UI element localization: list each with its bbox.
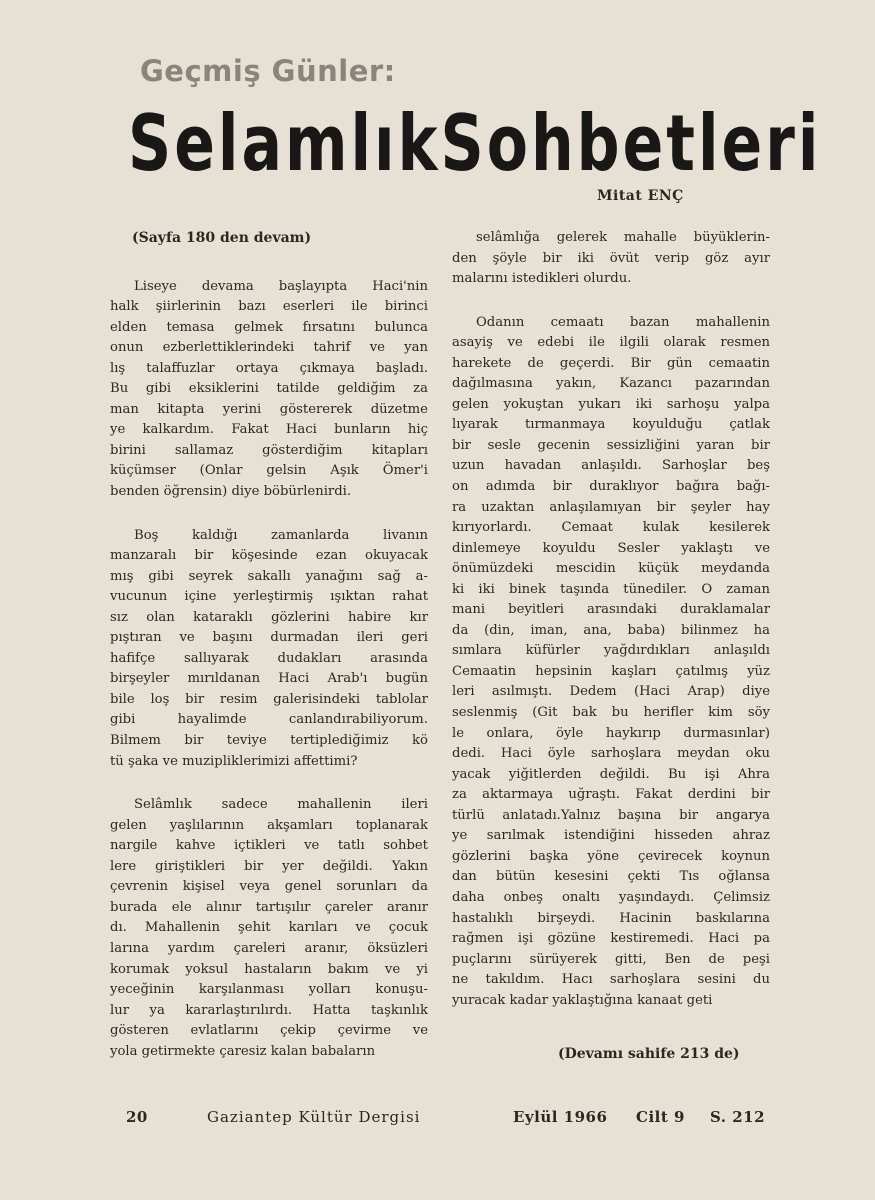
text-line: ye kalkardım. Fakat Haci bunların hiç [110, 422, 428, 438]
text-line: yeceğinin karşılanması yolları konuşu- [110, 982, 428, 998]
text-line: ra uzaktan anlaşılamıyan bir şeyler hay [452, 499, 770, 515]
text-line: harekete de geçerdi. Bir gün cemaatin [452, 355, 770, 371]
text-line: bir sesle gecenin sessizliğini yaran bir [452, 437, 770, 453]
text-line: on adımda bir duraklıyor bağıra bağı- [452, 479, 770, 495]
text-line: manzaralı bir köşesinde ezan okuyacak [110, 548, 428, 564]
text-line: bile loş bir resim galerisindeki tablolar [110, 691, 428, 707]
text-line: elden temasa gelmek fırsatını bulunca [110, 319, 428, 335]
text-line: le onlara, öyle haykırıp durmasınlar) [452, 725, 770, 741]
text-line: selâmlığa gelerek mahalle büyüklerin- [476, 230, 770, 245]
text-line: gösteren evlatlarını çekip çevirme ve [110, 1023, 428, 1039]
text-line: seslenmiş (Git bak bu herifler kim söy [452, 705, 770, 721]
text-line: ki iki binek taşında tünediler. O zaman [452, 581, 770, 597]
source-reference: (Sayfa 180 den devam) [132, 230, 312, 246]
text-line: puçlarını sürüyerek gitti, Ben de peşi [452, 951, 770, 967]
left-column [110, 228, 428, 1085]
text-line: Selâmlık sadece mahallenin ileri [134, 797, 428, 813]
text-line: hastalıklı birşeydi. Hacinin baskılarına [452, 910, 770, 926]
text-line: birini sallamaz gösterdiğim kitapları [110, 442, 428, 458]
text-line: sımlara küfürler yağdırdıkları anlaşıldı [452, 643, 770, 659]
text-line: Liseye devama başlayıpta Haci'nin [134, 278, 428, 294]
article-paragraph [110, 526, 428, 773]
text-line: benden öğrensin) diye böbürlenirdi. [110, 484, 352, 500]
text-line: gözlerini başka yöne çevirecek koynun [452, 848, 770, 864]
text-line: türlü anlatadı.Yalnız başına bir angarya [452, 807, 770, 823]
continuation-note: (Devamı sahife 213 de) [558, 1046, 740, 1062]
page-title [128, 98, 822, 190]
text-line: çevrenin kişisel veya genel sorunları da [110, 879, 428, 895]
text-line: birşeyler mırıldanan Haci Arab'ı bugün [110, 671, 428, 687]
text-line: vucunun içine yerleştirmiş ışıktan rahat [110, 589, 428, 605]
title-word-1: Selamlık [128, 98, 441, 190]
text-line: rağmen işi gözüne kestiremedi. Haci pa [452, 931, 770, 947]
text-line: onun ezberlettiklerindeki tahrif ve yan [110, 340, 428, 356]
footer-date: Eylül 1966 [513, 1108, 608, 1126]
text-line: gibi hayalimde canlandırabiliyorum. [110, 712, 428, 728]
text-line: da (din, iman, ana, baba) bilinmez ha [452, 622, 770, 638]
text-line: küçümser (Onlar gelsin Aşık Ömer'i [110, 463, 428, 479]
text-line: dan bütün kesesini çekti Tıs oğlansa [452, 869, 770, 885]
text-line: yuracak kadar yaklaştığına kanaat geti [452, 992, 713, 1008]
text-line: lur ya kararlaştırılırdı. Hatta taşkınlık [110, 1002, 428, 1018]
article-paragraph [452, 228, 770, 290]
author-name: Mitat ENÇ [597, 188, 684, 204]
text-line: lere giriştikleri bir yer değildi. Yakın [110, 858, 428, 874]
title-word-2: Sohbetleri [440, 98, 822, 190]
text-line: burada ele alınır tartışılır çareler aranır [110, 899, 428, 915]
text-line: dedi. Haci öyle sarhoşlara meydan oku [452, 746, 770, 762]
article-paragraph [110, 795, 428, 1062]
text-line: dı. Mahallenin şehit karıları ve çocuk [110, 920, 428, 936]
text-line: dağılmasına yakın, Kazancı pazarından [452, 376, 770, 392]
text-line: Bu gibi eksiklerini tatilde geldiğim za [110, 381, 428, 397]
text-line: gelen yokuştan yukarı iki sarhoşu yalpa [452, 396, 770, 412]
article-paragraph [452, 313, 770, 1012]
text-line: yola getirmekte çaresiz kalan babaların [110, 1043, 376, 1059]
text-line: asayiş ve edebi ile ilgili olarak resmen [452, 335, 770, 351]
text-line: mış gibi seyrek sakallı yanağını sağ a- [110, 568, 428, 584]
text-line: nargile kahve içtikleri ve tatlı sohbet [110, 838, 428, 854]
text-line: kırıyorlardı. Cemaat kulak kesilerek [452, 520, 770, 536]
text-line: tü şaka ve muzipliklerimizi affettimi? [110, 753, 358, 769]
text-line: mani beyitleri arasındaki duraklamalar [452, 602, 770, 618]
text-line: sız olan kataraklı gözlerini habire kır [110, 609, 428, 625]
text-line: den şöyle bir iki övüt verip göz ayır [452, 250, 770, 266]
text-line: malarını istedikleri olurdu. [452, 271, 632, 287]
text-line: ye sarılmak istendiğini hisseden ahraz [452, 828, 770, 844]
text-line: pıştıran ve başını durmadan ileri geri [110, 630, 428, 646]
footer-volume: Cilt 9 [636, 1108, 685, 1126]
page-kicker: Geçmiş Günler: [140, 54, 396, 88]
text-line: lış talaffuzlar ortaya çıkmaya başladı. [110, 360, 428, 376]
text-line: gelen yaşlılarının akşamları toplanarak [110, 817, 428, 833]
footer-page-number: 20 [126, 1108, 148, 1126]
text-line: yacak yiğitlerden değildi. Bu işi Ahra [452, 766, 770, 782]
text-line: Odanın cemaatı bazan mahallenin [476, 314, 770, 330]
text-line: dinlemeye koyuldu Sesler yaklaştı ve [452, 540, 770, 556]
text-line: önümüzdeki mescidin küçük meydanda [452, 561, 770, 577]
right-column [452, 228, 770, 1034]
footer-issue: S. 212 [710, 1108, 766, 1126]
text-line: za aktarmaya uğraştı. Fakat derdini bir [452, 787, 770, 803]
text-line: korumak yoksul hastaların bakım ve yi [110, 961, 428, 977]
text-line: lıyarak tırmanmaya koyulduğu çatlak [452, 417, 770, 433]
text-line: Cemaatin hepsinin kaşları çatılmış yüz [452, 663, 770, 679]
text-line: Boş kaldığı zamanlarda livanın [134, 527, 428, 543]
text-line: halk şiirlerinin bazı eserleri ile birinci [110, 299, 428, 315]
text-line: ne takıldım. Hacı sarhoşlara sesini du [452, 972, 770, 988]
text-line: larına yardım çareleri aranır, öksüzleri [110, 940, 428, 956]
text-line: Bilmem bir teviye tertiplediğimiz kö [110, 733, 428, 749]
footer-magazine-name: Gaziantep Kültür Dergisi [207, 1108, 421, 1126]
text-line: uzun havadan anlaşıldı. Sarhoşlar beş [452, 458, 770, 474]
text-line: man kitapta yerini göstererek düzetme [110, 401, 428, 417]
text-line: leri asılmıştı. Dedem (Haci Arap) diye [452, 684, 770, 700]
text-line: daha onbeş onaltı yaşındaydı. Çelimsiz [452, 889, 770, 905]
text-line: hafifçe sallıyarak dudakları arasında [110, 650, 428, 666]
article-paragraph [110, 277, 428, 503]
